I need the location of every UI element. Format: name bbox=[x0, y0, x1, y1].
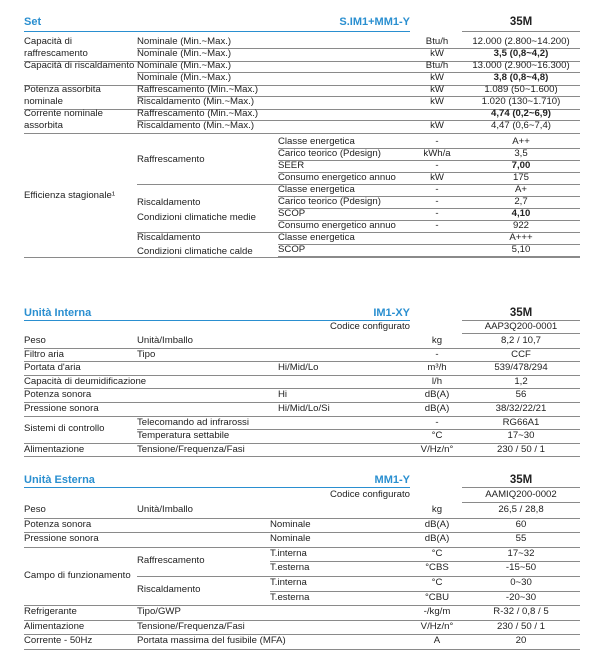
unit-cell: Btu/h bbox=[425, 36, 449, 47]
unit-cell: m³/h bbox=[427, 362, 447, 374]
divider bbox=[462, 502, 580, 503]
unit-cell: dB(A) bbox=[424, 518, 450, 530]
value-cell: 3,5 (0,8~4,2) bbox=[493, 48, 549, 59]
value-cell: 5,10 bbox=[511, 244, 531, 255]
value-cell: 1.089 (50~1.600) bbox=[484, 84, 558, 95]
param-cell: SCOP bbox=[278, 244, 306, 255]
label-eff-heat-1: Riscaldamento bbox=[137, 197, 201, 209]
unit-cell: - bbox=[435, 160, 439, 171]
unit-cell: dB(A) bbox=[424, 389, 450, 401]
value-cell: 1,2 bbox=[514, 375, 528, 387]
label-current-1: Corrente nominale bbox=[24, 108, 103, 119]
sub-label: Raffrescamento (Min.~Max.) bbox=[137, 108, 259, 119]
row-label: Peso bbox=[24, 504, 46, 515]
divider bbox=[24, 133, 580, 134]
value-cell: 2,7 bbox=[514, 196, 528, 207]
divider bbox=[24, 257, 580, 258]
value-cell: 1.020 (130~1.710) bbox=[481, 96, 561, 107]
col-header-outdoor: 35M bbox=[509, 474, 533, 486]
unit-cell: kg bbox=[431, 504, 443, 515]
control-sub: Telecomando ad infrarossi bbox=[137, 416, 249, 428]
label-eff-cool: Raffrescamento bbox=[137, 154, 205, 165]
value-cell: 38/32/22/21 bbox=[495, 403, 547, 414]
row-label: Corrente - 50Hz bbox=[24, 635, 93, 647]
unit-cell: °C bbox=[431, 577, 443, 588]
value-cell: 922 bbox=[512, 220, 529, 231]
sub-label: Nominale (Min.~Max.) bbox=[137, 60, 232, 71]
param-cell: Carico teorico (Pdesign) bbox=[278, 196, 381, 207]
sub-label: Nominale (Min.~Max.) bbox=[137, 72, 232, 83]
unit-cell: kg bbox=[431, 335, 443, 346]
row-label: Filtro aria bbox=[24, 348, 64, 360]
value-cell: A+++ bbox=[509, 232, 533, 243]
value-cell: -15~50 bbox=[505, 562, 537, 574]
unit-cell: -/kg/m bbox=[423, 606, 451, 618]
row-label: Pressione sonora bbox=[24, 533, 99, 545]
value-cell: 3,5 bbox=[514, 148, 528, 159]
unit-cell: kW bbox=[430, 120, 444, 131]
sub-label: Raffrescamento (Min.~Max.) bbox=[137, 84, 259, 95]
row-sub: Tipo bbox=[137, 348, 156, 360]
param-cell: SEER bbox=[278, 160, 305, 171]
col-header-set: 35M bbox=[509, 16, 533, 28]
unit-cell: °C bbox=[431, 547, 443, 559]
range-sub2: T.esterna bbox=[270, 591, 310, 603]
value-cell: RG66A1 bbox=[502, 416, 540, 428]
row-label: Refrigerante bbox=[24, 606, 77, 618]
unit-cell: kW bbox=[430, 72, 444, 83]
label-power-1: Potenza assorbita bbox=[24, 84, 101, 95]
label-control: Sistemi di controllo bbox=[24, 423, 105, 435]
label-eff-hot-2: Condizioni climatiche calde bbox=[137, 246, 253, 258]
row-label: Potenza sonora bbox=[24, 389, 92, 401]
sub-label: Riscaldamento (Min.~Max.) bbox=[137, 96, 255, 107]
value-cell: 26,5 / 28,8 bbox=[498, 504, 544, 515]
value-cell: 4,74 (0,2~6,9) bbox=[490, 108, 551, 119]
value-cell: 4,10 bbox=[511, 208, 531, 219]
unit-cell: - bbox=[435, 196, 439, 207]
unit-cell: - bbox=[435, 208, 439, 219]
divider bbox=[137, 232, 580, 233]
unit-cell: - bbox=[435, 136, 439, 147]
row-sub2: Hi/Mid/Lo bbox=[278, 362, 319, 374]
range-sub2: T.interna bbox=[270, 577, 307, 588]
label-capacity-heat: Capacità di riscaldamento bbox=[24, 60, 135, 71]
label-eff-hot-1: Riscaldamento bbox=[137, 232, 201, 243]
section-title-outdoor: Unità Esterna bbox=[24, 474, 95, 486]
value-cell: 20 bbox=[515, 635, 527, 647]
value-cell: 4,47 (0,6~7,4) bbox=[490, 120, 551, 131]
value-cell: 175 bbox=[512, 172, 529, 183]
value-cell: R-32 / 0,8 / 5 bbox=[493, 606, 549, 618]
unit-cell: - bbox=[435, 220, 439, 231]
config-label-outdoor: Codice configurato bbox=[330, 489, 410, 500]
config-label-indoor: Codice configurato bbox=[330, 321, 410, 332]
value-cell: 13.000 (2.900~16.300) bbox=[472, 60, 570, 71]
model-indoor: IM1-XY bbox=[373, 307, 410, 319]
unit-cell: V/Hz/n° bbox=[420, 443, 454, 455]
value-cell: 3,8 (0,8~4,8) bbox=[493, 72, 549, 83]
range-sub2: T.esterna bbox=[270, 562, 310, 574]
param-cell: Carico teorico (Pdesign) bbox=[278, 148, 381, 159]
range-sub2: T.interna bbox=[270, 547, 307, 559]
label-power-2: nominale bbox=[24, 96, 63, 107]
row-label: Pressione sonora bbox=[24, 403, 99, 414]
row-sub2: Hi bbox=[278, 389, 288, 401]
param-cell: SCOP bbox=[278, 208, 306, 219]
param-cell: Classe energetica bbox=[278, 184, 355, 195]
row-label: Potenza sonora bbox=[24, 518, 92, 530]
row-sub2: Nominale bbox=[270, 533, 311, 545]
value-cell: 8,2 / 10,7 bbox=[500, 335, 541, 346]
value-cell: 12.000 (2.800~14.200) bbox=[472, 36, 570, 47]
value-cell: A++ bbox=[512, 136, 530, 147]
unit-cell: l/h bbox=[431, 375, 443, 387]
unit-cell: °CBU bbox=[424, 591, 450, 603]
divider bbox=[462, 31, 580, 32]
value-cell: 539/478/294 bbox=[494, 362, 548, 374]
unit-cell: kW bbox=[430, 96, 444, 107]
divider bbox=[137, 576, 580, 577]
param-cell: Consumo energetico annuo bbox=[278, 172, 396, 183]
param-cell: Consumo energetico annuo bbox=[278, 220, 396, 231]
unit-cell: A bbox=[433, 635, 441, 647]
row-sub: Unità/Imballo bbox=[137, 504, 193, 515]
divider bbox=[24, 487, 410, 488]
label-range-cool: Raffrescamento bbox=[137, 555, 205, 567]
label-range-heat: Riscaldamento bbox=[137, 584, 201, 596]
value-cell: A+ bbox=[514, 184, 527, 195]
value-cell: -20~30 bbox=[505, 591, 537, 603]
unit-cell: kW bbox=[430, 172, 444, 183]
value-cell: 17~30 bbox=[507, 430, 535, 442]
divider bbox=[24, 456, 580, 457]
sub-label: Nominale (Min.~Max.) bbox=[137, 48, 232, 59]
param-cell: Classe energetica bbox=[278, 136, 355, 147]
unit-cell: - bbox=[435, 416, 439, 428]
row-sub2: Hi/Mid/Lo/Si bbox=[278, 403, 330, 414]
divider bbox=[137, 184, 580, 185]
power-sub: Tensione/Frequenza/Fasi bbox=[137, 443, 245, 455]
unit-cell: V/Hz/n° bbox=[420, 620, 454, 632]
row-label: Capacità di deumidificazione bbox=[24, 375, 147, 387]
unit-cell: dB(A) bbox=[424, 403, 450, 414]
sub-label: Nominale (Min.~Max.) bbox=[137, 36, 232, 47]
value-cell: 17~32 bbox=[507, 547, 535, 559]
sub-label: Riscaldamento (Min.~Max.) bbox=[137, 120, 255, 131]
label-capacity-cool-1: Capacità di bbox=[24, 36, 72, 47]
unit-cell: kWh/a bbox=[423, 148, 451, 159]
power-label: Alimentazione bbox=[24, 443, 85, 455]
unit-cell: °C bbox=[431, 430, 443, 442]
unit-cell: kW bbox=[430, 84, 444, 95]
config-value-outdoor: AAMIQ200-0002 bbox=[485, 489, 557, 500]
divider bbox=[462, 487, 580, 488]
model-set: S.IM1+MM1-Y bbox=[339, 16, 410, 28]
label-capacity-cool-2: raffrescamento bbox=[24, 48, 88, 59]
row-label: Portata d'aria bbox=[24, 362, 81, 374]
row-sub: Unità/Imballo bbox=[137, 335, 193, 346]
unit-cell: - bbox=[435, 184, 439, 195]
label-range: Campo di funzionamento bbox=[24, 569, 131, 581]
value-cell: CCF bbox=[511, 348, 531, 360]
value-cell: 7,00 bbox=[511, 160, 531, 171]
unit-cell: - bbox=[435, 348, 439, 360]
value-cell: 0~30 bbox=[510, 577, 532, 588]
control-sub: Temperatura settabile bbox=[137, 430, 230, 442]
row-sub: Tipo/GWP bbox=[137, 606, 181, 618]
param-cell: Classe energetica bbox=[278, 232, 355, 243]
value-cell: 60 bbox=[515, 518, 527, 530]
unit-cell: dB(A) bbox=[424, 533, 450, 545]
label-efficiency: Efficienza stagionale¹ bbox=[24, 190, 116, 201]
config-value-indoor: AAP3Q200-0001 bbox=[484, 321, 558, 332]
value-cell: 55 bbox=[515, 533, 527, 545]
value-cell: 230 / 50 / 1 bbox=[496, 443, 545, 455]
unit-cell: °CBS bbox=[425, 562, 449, 574]
unit-cell: kW bbox=[430, 48, 444, 59]
row-sub2: Nominale bbox=[270, 518, 311, 530]
row-sub: Portata massima del fusibile (MFA) bbox=[137, 635, 286, 647]
section-title-indoor: Unità Interna bbox=[24, 307, 92, 319]
label-eff-heat-2: Condizioni climatiche medie bbox=[137, 211, 256, 223]
row-label: Peso bbox=[24, 335, 46, 346]
row-label: Alimentazione bbox=[24, 620, 85, 632]
divider bbox=[24, 31, 410, 32]
divider bbox=[462, 333, 580, 334]
section-title-set: Set bbox=[24, 16, 42, 28]
value-cell: 56 bbox=[515, 389, 527, 401]
value-cell: 230 / 50 / 1 bbox=[496, 620, 545, 632]
unit-cell: Btu/h bbox=[425, 60, 449, 71]
divider bbox=[24, 649, 580, 650]
model-outdoor: MM1-Y bbox=[374, 474, 410, 486]
col-header-indoor: 35M bbox=[509, 307, 533, 319]
label-current-2: assorbita bbox=[24, 120, 63, 131]
row-sub: Tensione/Frequenza/Fasi bbox=[137, 620, 245, 632]
